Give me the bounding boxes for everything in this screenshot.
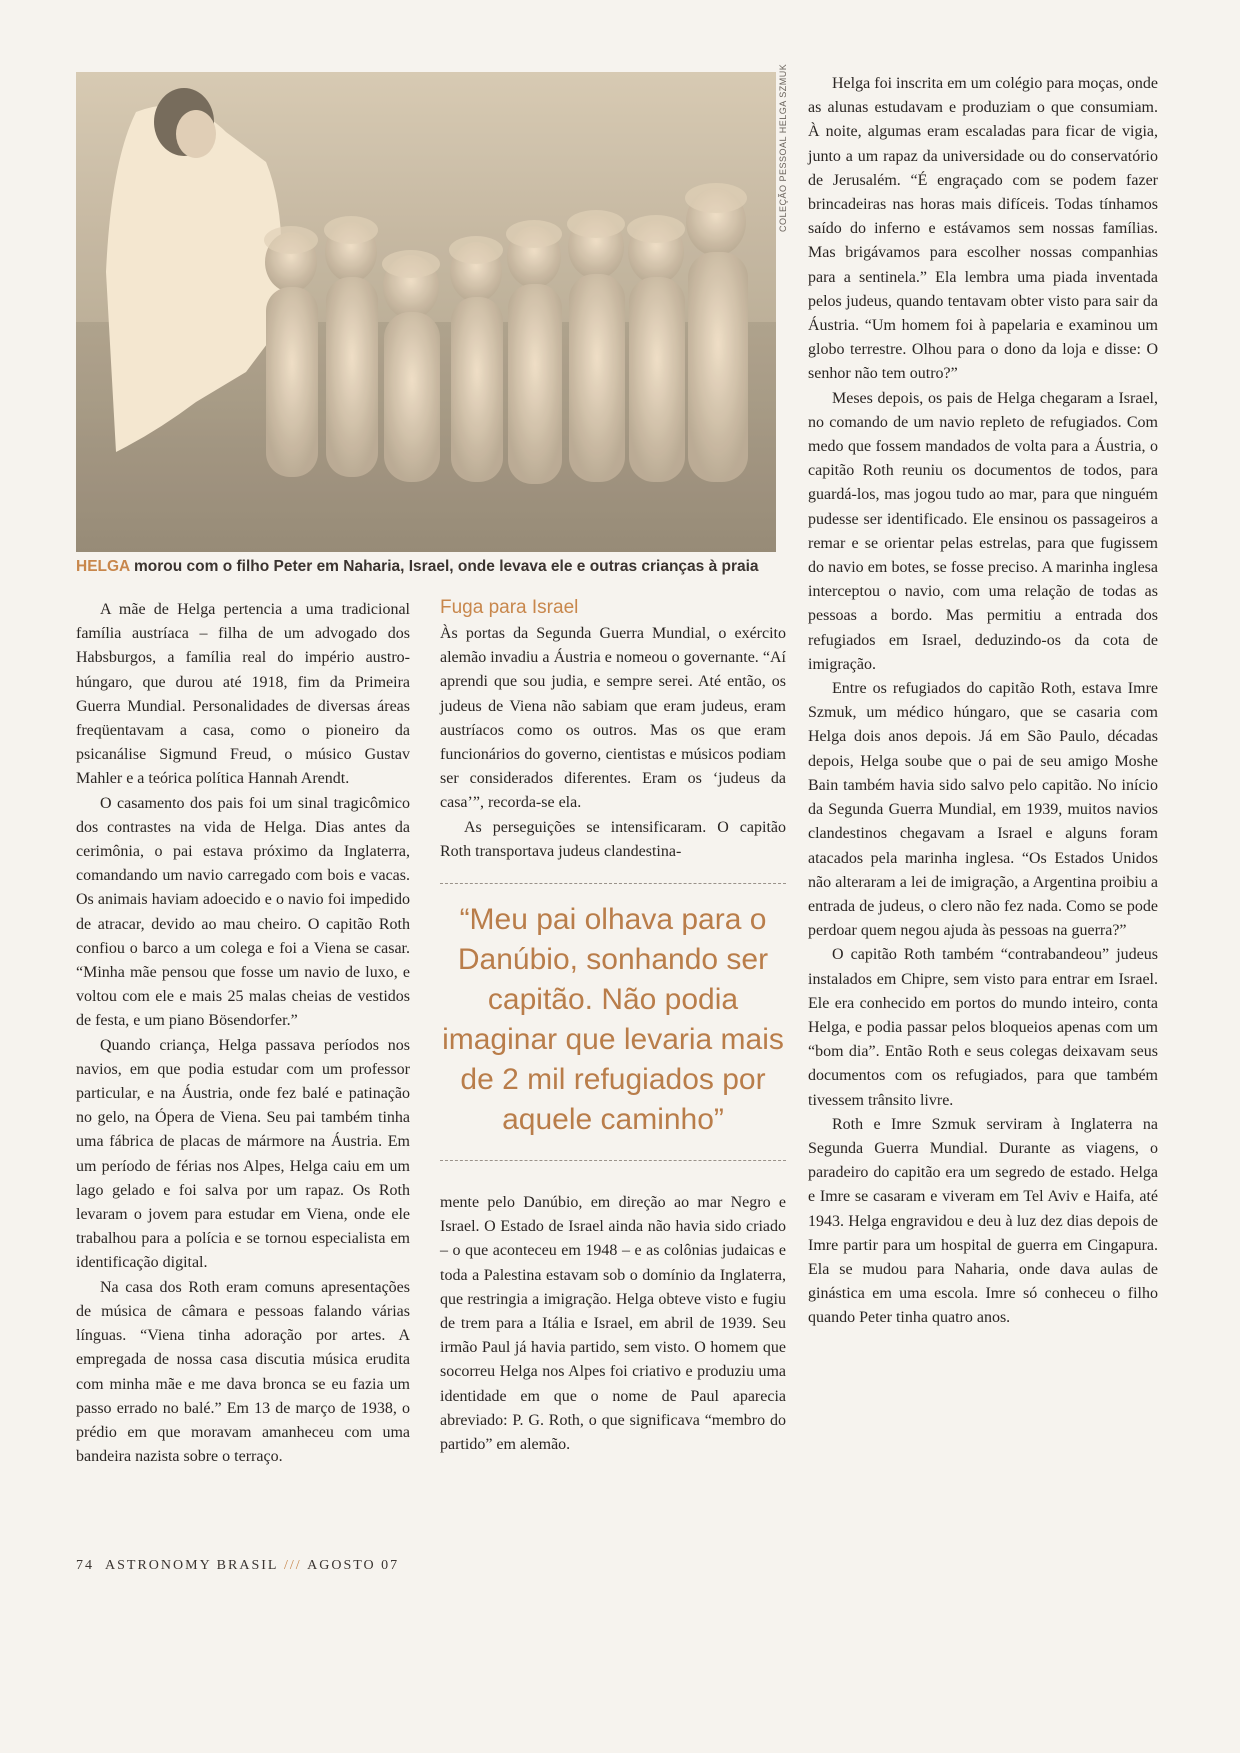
- paragraph: Na casa dos Roth eram comuns apresentações de música de câmara e pessoas falando várias línguas. “Viena tinha adoração por artes. A empregada de nossa casa discutia música erudita com minha mãe e me dava bronca se eu fazia um passo errado no balé.” Em 13 de março de 1938, o prédio em que moravam amanheceu com uma bandeira nazista sobre o terraço.: [76, 1278, 410, 1466]
- paragraph: O casamento dos pais foi um sinal tragicômico dos contrastes na vida de Helga. Dias antes da cerimônia, o pai estava próximo da Inglaterra, comandando um navio carregado com bois e vacas. Os animais haviam adoecido e o navio foi impedido de atracar, devido ao mau cheiro. O capitão Roth confiou o barco a um colega e foi a Viena se casar. “Minha mãe pensou que fosse um navio de luxo, e voltou com ele e mais 25 malas cheias de vestidos de festa, e um piano Bösendorfer.”: [76, 794, 410, 1030]
- footer-separator: ///: [283, 1558, 302, 1573]
- caption-highlight: HELGA: [76, 558, 130, 575]
- page-number: 74: [76, 1558, 94, 1573]
- paragraph: O capitão Roth também “contrabandeou” judeus instalados em Chipre, sem visto para entrar em Israel. Ele era conhecido em portos do mundo inteiro, conta Helga, e podia passar pelos bloqueios apenas com um “bom dia”. Então Roth e seus colegas deixavam seus documentos com os refugiados, para que também tivessem trânsito livre.: [808, 946, 1158, 1109]
- issue-date: AGOSTO 07: [307, 1558, 400, 1573]
- photo-credit: COLEÇÃO PESSOAL HELGA SZMUK: [778, 63, 788, 232]
- quote-top-rule: [440, 883, 786, 884]
- article-column-3: [808, 72, 1158, 1331]
- paragraph: A mãe de Helga pertencia a uma tradicional família austríaca – filha de um advogado dos Habsburgos, a família real do império austro-húngaro, que durou até 1918, fim da Primeira Guerra Mundial. Personalidades de diversas áreas freqüentavam a casa, como o pioneiro da psicanálise Sigmund Freud, o músico Gustav Mahler e a teórica política Hannah Arendt.: [76, 601, 410, 788]
- paragraph: Entre os refugiados do capitão Roth, estava Imre Szmuk, um médico húngaro, que se casaria com Helga dois anos depois. Já em São Paulo, décadas depois, Helga soube que o pai de seu amigo Moshe Bain também havia sido salvo pelo capitão. No início da Segunda Guerra Mundial, em 1939, muitos navios clandestinos chegavam a Israel e alguns foram atacados pela marinha inglesa. “Os Estados Unidos não alteraram a lei de imigração, a Argentina proibiu a entrada de judeus, o clero não fez nada. Como se pode perdoar quem negou ajuda às pessoas na guerra?”: [808, 680, 1158, 940]
- magazine-name: ASTRONOMY BRASIL: [105, 1558, 279, 1573]
- pull-quote: “Meu pai olhava para o Danúbio, sonhando ser capitão. Não podia imaginar que levaria mais de 2 mil refugiados por aquele caminho”: [442, 903, 784, 1136]
- caption-text: morou com o filho Peter em Naharia, Israel, onde levava ele e outras crianças à praia: [129, 558, 759, 575]
- article-photo: [76, 72, 776, 552]
- paragraph: mente pelo Danúbio, em direção ao mar Negro e Israel. O Estado de Israel ainda não havia sido criado – o que aconteceu em 1948 – e as colônias judaicas e toda a Palestina estavam sob o domínio da Inglaterra, que restringia a imigração. Helga obteve visto e fugiu de trem para a Itália e Israel, em abril de 1939. Seu irmão Paul já havia partido, sem visto. O homem que socorreu Helga nos Alpes foi criativo e produziu uma identidade em que o nome de Paul aparecia abreviado: P. G. Roth, o que significava “membro do partido” em alemão.: [440, 1194, 786, 1454]
- paragraph: As perseguições se intensificaram. O capitão Roth transportava judeus clandestina-: [440, 818, 786, 860]
- paragraph: Meses depois, os pais de Helga chegaram a Israel, no comando de um navio repleto de refugiados. Com medo que fossem mandados de volta para a Áustria, o capitão Roth reuniu os documentos de todos, para guardá-los, mas jogou tudo ao mar, para que ninguém pudesse ser identificado. Ele ensinou os passageiros a remar e se orientar pelas estrelas, para que fugissem do navio em botes, se fosse preciso. A marinha inglesa interceptou o navio, com uma relação de todas as pessoas a bordo. Mas permitiu a entrada dos refugiados em Israel, deduzindo-os da cota de imigração.: [808, 389, 1158, 673]
- beach-children-photo: [76, 72, 776, 552]
- page-footer: [76, 1558, 399, 1574]
- article-column-1: [76, 598, 410, 1469]
- section-subhead: Fuga para Israel: [440, 597, 579, 618]
- article-column-2-bottom: [440, 1191, 786, 1457]
- photo-caption: [76, 558, 786, 576]
- paragraph: Helga foi inscrita em um colégio para moças, onde as alunas estudavam e produziam o que consumiam. À noite, algumas eram escaladas para ficar de vigia, junto a um rapaz da universidade ou do conservatório de Jerusalém. “É engraçado com se podem fazer brincadeiras nas horas mais difíceis. Todas tínhamos saído do inferno e estávamos sem nossas famílias. Mas brigávamos para escolher nossas companhias para a sentinela.” Ela lembra uma piada inventada pelos judeus, quando tentavam obter visto para sair da Áustria. “Um homem foi à papelaria e examinou um globo terrestre. Olhou para o dono da loja e disse: O senhor não tem outro?”: [808, 75, 1158, 383]
- article-column-2-top: [440, 596, 786, 864]
- quote-bottom-rule: [440, 1160, 786, 1161]
- paragraph: Quando criança, Helga passava períodos nos navios, em que podia estudar com um professor particular, e na Áustria, onde fez balé e patinação no gelo, na Ópera de Viena. Seu pai também tinha uma fábrica de placas de mármore na Áustria. Em um período de férias nos Alpes, Helga caiu em um lago gelado e foi salva por um rapaz. Os Roth levaram o jovem para estudar em Viena, onde ele trabalhou para a polícia e se tornou especialista em identificação digital.: [76, 1036, 410, 1272]
- paragraph: Às portas da Segunda Guerra Mundial, o exército alemão invadiu a Áustria e nomeou o governante. “Aí aprendi que sou judia, e sempre serei. Até então, os judeus de Viena não sabiam que eram judeus, eram austríacos como os outros. Mas os que eram funcionários do governo, cientistas e músicos podiam ser considerados diferentes. Eram os ‘judeus da casa’”, recorda-se ela.: [440, 625, 786, 812]
- paragraph: Roth e Imre Szmuk serviram à Inglaterra na Segunda Guerra Mundial. Durante as viagens, o paradeiro do capitão era um segredo de estado. Helga e Imre se casaram e viveram em Tel Aviv e Haifa, até 1943. Helga engravidou e deu à luz dez dias depois de Imre partir para um hospital de guerra em Cingapura. Ela se mudou para Naharia, onde dava aulas de ginástica em uma escola. Imre só conheceu o filho quando Peter tinha quatro anos.: [808, 1115, 1158, 1327]
